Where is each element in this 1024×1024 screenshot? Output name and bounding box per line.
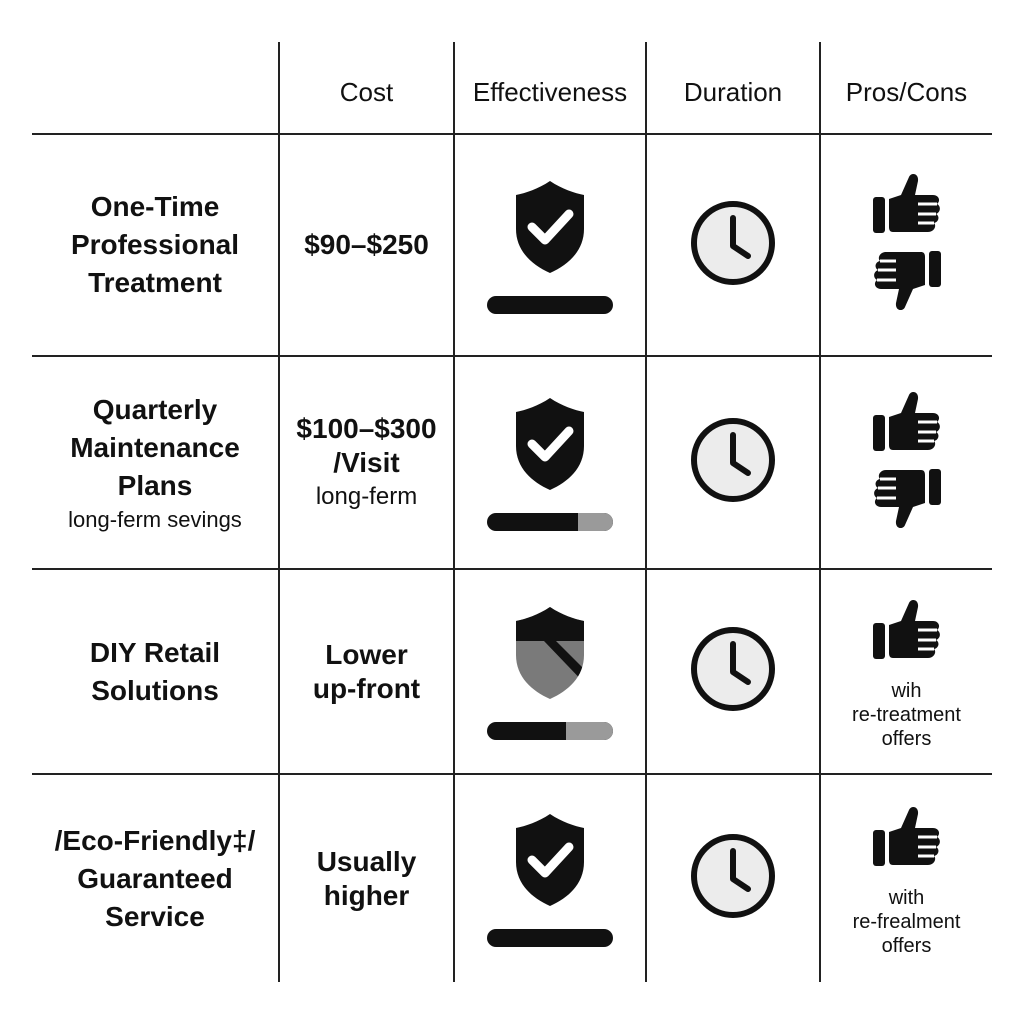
row-label (32, 135, 278, 355)
pros-cons-note-line: re-frealment (852, 910, 961, 933)
shield-check-icon (510, 394, 590, 499)
header-effectiveness: Effectiveness (472, 76, 628, 107)
row-label (32, 357, 278, 568)
row-label-line: Maintenance (70, 431, 240, 463)
header-duration: Duration (683, 76, 783, 107)
row-label-line: DIY Retail (89, 636, 221, 668)
effectiveness-cell (455, 357, 645, 568)
clock-icon (688, 624, 778, 719)
effectiveness-cell (455, 135, 645, 355)
shield-check-icon (510, 177, 590, 282)
thumbs-up-icon (871, 389, 943, 459)
pros-cons-note-line: offers (881, 727, 932, 750)
cost-line: Lower (325, 638, 408, 670)
row-label-line: /Eco-Friendly‡/ (54, 824, 256, 856)
row-label-line: Quarterly (92, 393, 218, 425)
row-label-line: Plans (117, 469, 193, 501)
thumbs-up-icon (871, 171, 943, 241)
cost-sub: long-ferm (315, 482, 418, 510)
effectiveness-bar (487, 296, 613, 314)
effectiveness-bar-remaining (566, 722, 613, 740)
thumbs-down-icon (871, 467, 943, 537)
cost-value (280, 570, 453, 773)
cost-value (280, 135, 453, 355)
shield-partial-icon (510, 603, 590, 708)
pros-cons-note-line: wih (891, 679, 922, 702)
row-label-line: Service (105, 900, 205, 932)
row-label-line: One-Time (90, 191, 220, 222)
row-label-sub: long-ferm sevings (68, 506, 242, 532)
pros-cons-note-line: offers (881, 934, 932, 957)
clock-icon (688, 831, 778, 926)
pros-cons-note (852, 679, 961, 751)
thumbs-down-icon (871, 249, 943, 319)
pros-cons-cell (821, 775, 992, 982)
effectiveness-bar-remaining (578, 513, 613, 531)
thumbs-up-icon (871, 597, 943, 667)
pros-cons-note (853, 886, 961, 958)
effectiveness-bar (487, 513, 613, 531)
header-cost: Cost (339, 76, 394, 107)
duration-cell (647, 357, 819, 568)
pros-cons-note-line: with (888, 886, 925, 909)
row-label-line: Treatment (88, 267, 222, 298)
cost-line: Usually (316, 845, 417, 877)
header-pros-cons: Pros/Cons (845, 76, 968, 107)
pros-cons-cell (821, 570, 992, 773)
row-label (32, 570, 278, 773)
row-label (32, 775, 278, 982)
clock-icon (688, 415, 778, 510)
pros-cons-note-line: re-treatment (852, 703, 961, 726)
cost-line: $90–$250 (304, 229, 429, 260)
cost-line: higher (323, 879, 410, 911)
cost-value (280, 775, 453, 982)
duration-cell (647, 135, 819, 355)
effectiveness-cell (455, 775, 645, 982)
shield-check-icon (510, 810, 590, 915)
row-label-line: Guaranteed (77, 862, 233, 894)
effectiveness-cell (455, 570, 645, 773)
pros-cons-cell (821, 357, 992, 568)
row-label-line: Professional (70, 229, 240, 260)
pros-cons-cell (821, 135, 992, 355)
row-label-line: Solutions (91, 674, 219, 706)
clock-icon (688, 198, 778, 293)
cost-value (280, 357, 453, 568)
effectiveness-bar (487, 722, 613, 740)
cost-line: $100–$300 (296, 412, 437, 444)
cost-line: up-front (312, 672, 421, 704)
duration-cell (647, 570, 819, 773)
duration-cell (647, 775, 819, 982)
cost-line: /Visit (333, 446, 400, 478)
thumbs-up-icon (871, 804, 943, 874)
effectiveness-bar (487, 929, 613, 947)
